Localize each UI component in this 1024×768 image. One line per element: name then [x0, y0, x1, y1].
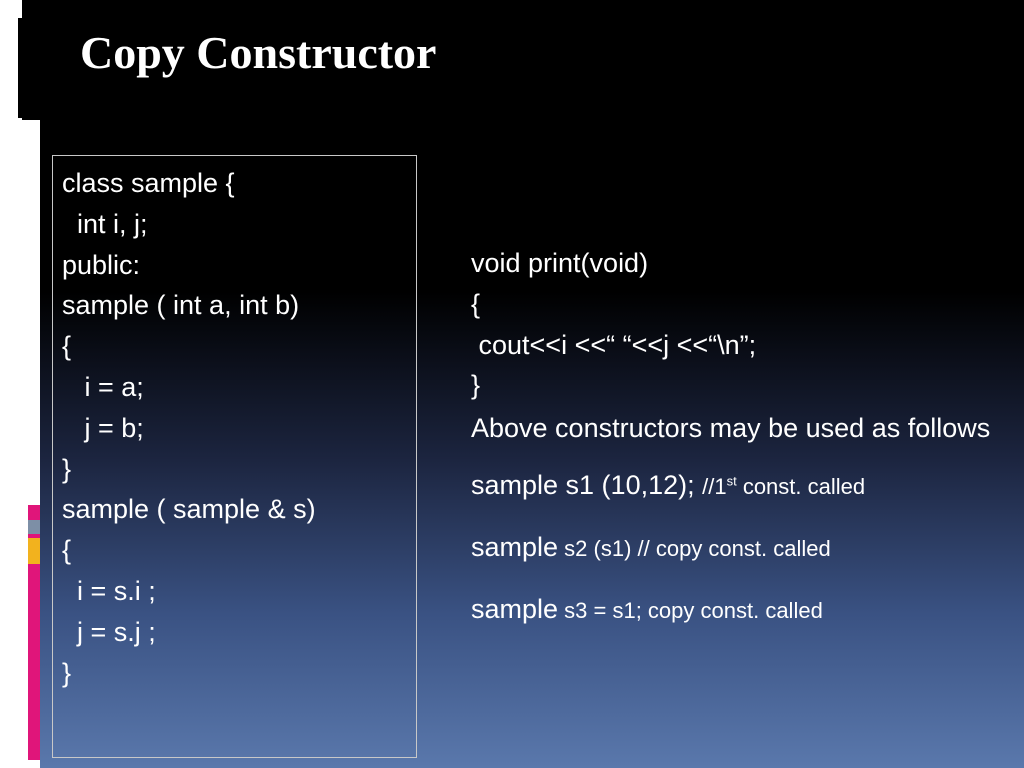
usage-intro: Above constructors may be used as follows: [471, 413, 991, 444]
code-line: i = a;: [62, 371, 144, 402]
gray-accent-bar: [28, 520, 40, 534]
code-line: {: [471, 288, 481, 319]
code-line: }: [62, 453, 72, 484]
code-line: sample ( int a, int b): [62, 290, 300, 321]
code-line: class sample {: [62, 168, 235, 198]
usage-line-1-comment: //1st const. called: [702, 473, 866, 500]
usage-line-2-rest: s2 (s1) // copy const. called: [558, 536, 831, 562]
usage-line-1: [471, 465, 1016, 507]
usage-line-3: [471, 589, 1016, 631]
code-line: cout<<i <<“ “<<j <<“\n”;: [471, 329, 757, 360]
usage-line-3-rest: s3 = s1; copy const. called: [558, 598, 823, 624]
code-line: {: [62, 331, 72, 362]
usage-line-2: [471, 527, 1016, 569]
code-line: }: [62, 657, 72, 688]
usage-line-2-code: sample: [471, 532, 559, 563]
code-line: i = s.i ;: [62, 575, 156, 606]
top-decorative-block: [22, 0, 40, 120]
code-line: }: [471, 370, 481, 401]
yellow-accent-bar: [28, 538, 40, 564]
right-column: [471, 243, 1016, 631]
code-line: {: [62, 535, 72, 566]
left-code-block: [62, 163, 316, 693]
code-line: j = s.j ;: [62, 616, 156, 647]
code-line: sample ( sample & s): [62, 494, 316, 525]
decorative-stripe: [18, 18, 22, 118]
right-code-block: [471, 243, 1016, 406]
ordinal-superscript: st: [726, 473, 737, 489]
usage-line-1-code: sample s1 (10,12);: [471, 470, 703, 501]
code-line: public:: [62, 249, 141, 280]
code-line: j = b;: [62, 412, 144, 443]
slide-title: Copy Constructor: [80, 27, 437, 78]
code-line: int i, j;: [62, 208, 148, 239]
code-line: void print(void): [471, 248, 649, 278]
usage-line-3-code: sample: [471, 594, 559, 625]
